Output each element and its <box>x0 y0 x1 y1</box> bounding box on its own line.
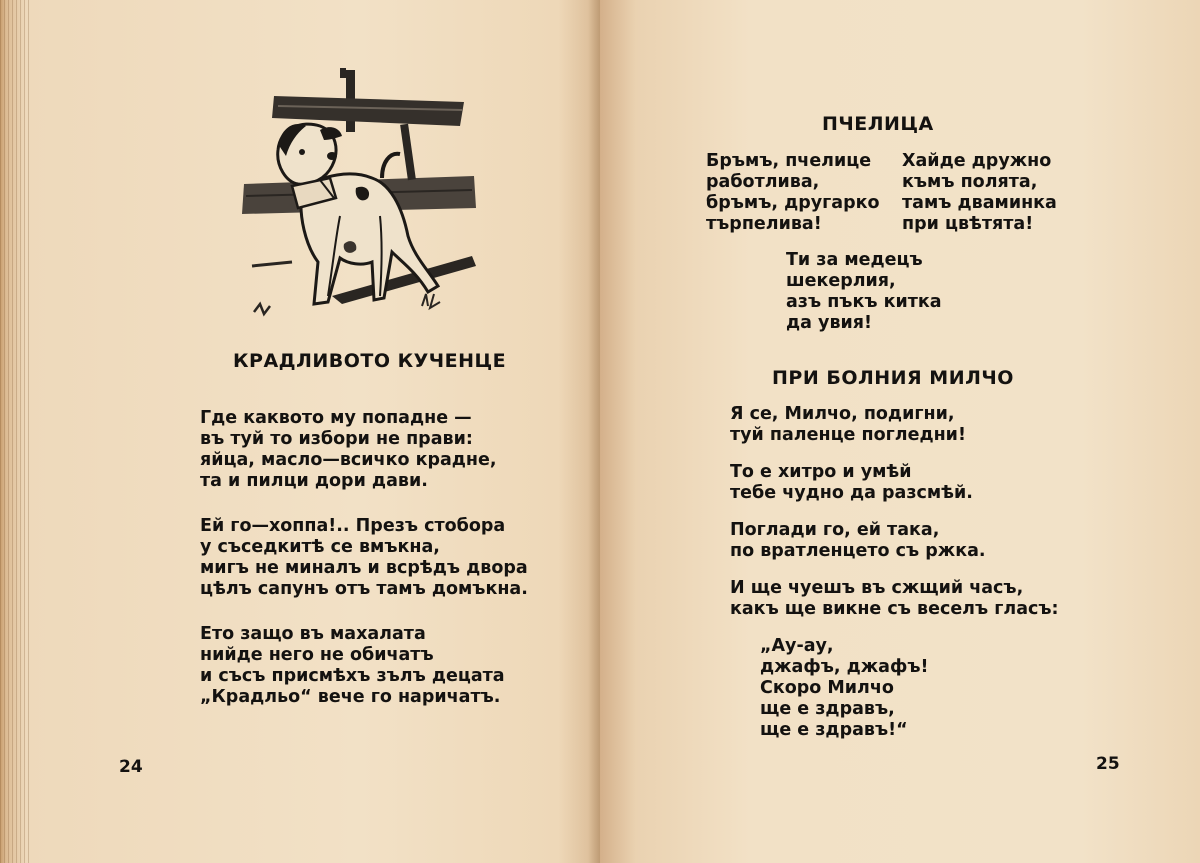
verse-line: азъ пъкъ китка <box>786 292 942 312</box>
verse-line: туй паленце погледни! <box>730 425 966 445</box>
verse-line: какъ ще викне съ веселъ гласъ: <box>730 599 1059 619</box>
verse-line: „Ау-ау, <box>760 636 834 656</box>
verse-line: Бръмъ, пчелице <box>706 151 872 171</box>
stanza-pchelitsa-right <box>902 151 1057 235</box>
verse-line: Ето защо въ махалата <box>200 624 426 644</box>
stanza-2 <box>200 516 528 600</box>
verse-line: бръмъ, другарко <box>706 193 880 213</box>
verse-line: яйца, масло—всичко крадне, <box>200 450 497 470</box>
verse-line: мигъ не миналъ и всрѣдъ двора <box>200 558 528 578</box>
verse-line: търпелива! <box>706 214 822 234</box>
verse-line: джафъ, джафъ! <box>760 657 929 677</box>
verse-line: И ще чуешъ въ сжщий часъ, <box>730 578 1024 598</box>
verse-line: въ туй то избори не прави: <box>200 429 473 449</box>
dog-illustration-icon <box>232 66 482 328</box>
verse-line: нийде него не обичатъ <box>200 645 434 665</box>
verse-line: Скоро Милчо <box>760 678 894 698</box>
verse-line: тебе чудно да разсмѣй. <box>730 483 973 503</box>
verse-line: тамъ дваминка <box>902 193 1057 213</box>
verse-line: у съседкитѣ се вмъкна, <box>200 537 440 557</box>
page-edges <box>0 0 30 863</box>
page-number-right: 25 <box>1096 754 1120 774</box>
poem-title-pchelitsa: ПЧЕЛИЦА <box>822 113 934 135</box>
page-number-left: 24 <box>119 757 143 777</box>
verse-line: Я се, Милчо, подигни, <box>730 404 955 424</box>
verse-line: Ей го—хоппа!.. Презъ стобора <box>200 516 506 536</box>
stanza-3 <box>200 624 505 708</box>
verse-line: „Крадльо“ вече го наричатъ. <box>200 687 501 707</box>
stanza-1 <box>200 408 497 492</box>
right-page <box>600 0 1200 863</box>
verse-line: и съсъ присмѣхъ зълъ децата <box>200 666 505 686</box>
verse-line: цѣлъ сапунъ отъ тамъ домъкна. <box>200 579 528 599</box>
poem-title-bolniya-milcho: ПРИ БОЛНИЯ МИЛЧО <box>772 367 1014 389</box>
poem-title-kradlivoto: КРАДЛИВОТО КУЧЕНЦЕ <box>233 350 507 372</box>
verse-line: къмъ полята, <box>902 172 1038 192</box>
verse-line: ще е здравъ!“ <box>760 720 908 740</box>
verse-line: Ти за медецъ <box>786 250 923 270</box>
stanza-milcho-2 <box>730 462 973 504</box>
verse-line: ще е здравъ, <box>760 699 895 719</box>
verse-line: работлива, <box>706 172 820 192</box>
stanza-pchelitsa-center <box>786 250 942 334</box>
verse-line: при цвѣтята! <box>902 214 1034 234</box>
verse-line: Где каквото му попадне — <box>200 408 472 428</box>
stanza-milcho-quote <box>760 636 928 741</box>
stanza-milcho-4 <box>730 578 1059 620</box>
stanza-pchelitsa-left <box>706 151 880 235</box>
verse-line: шекерлия, <box>786 271 896 291</box>
verse-line: То е хитро и умѣй <box>730 462 912 482</box>
stanza-milcho-1 <box>730 404 966 446</box>
verse-line: та и пилци дори дави. <box>200 471 428 491</box>
stanza-milcho-3 <box>730 520 986 562</box>
verse-line: по вратленцето съ ржка. <box>730 541 986 561</box>
verse-line: да увия! <box>786 313 872 333</box>
verse-line: Поглади го, ей така, <box>730 520 940 540</box>
verse-line: Хайде дружно <box>902 151 1052 171</box>
